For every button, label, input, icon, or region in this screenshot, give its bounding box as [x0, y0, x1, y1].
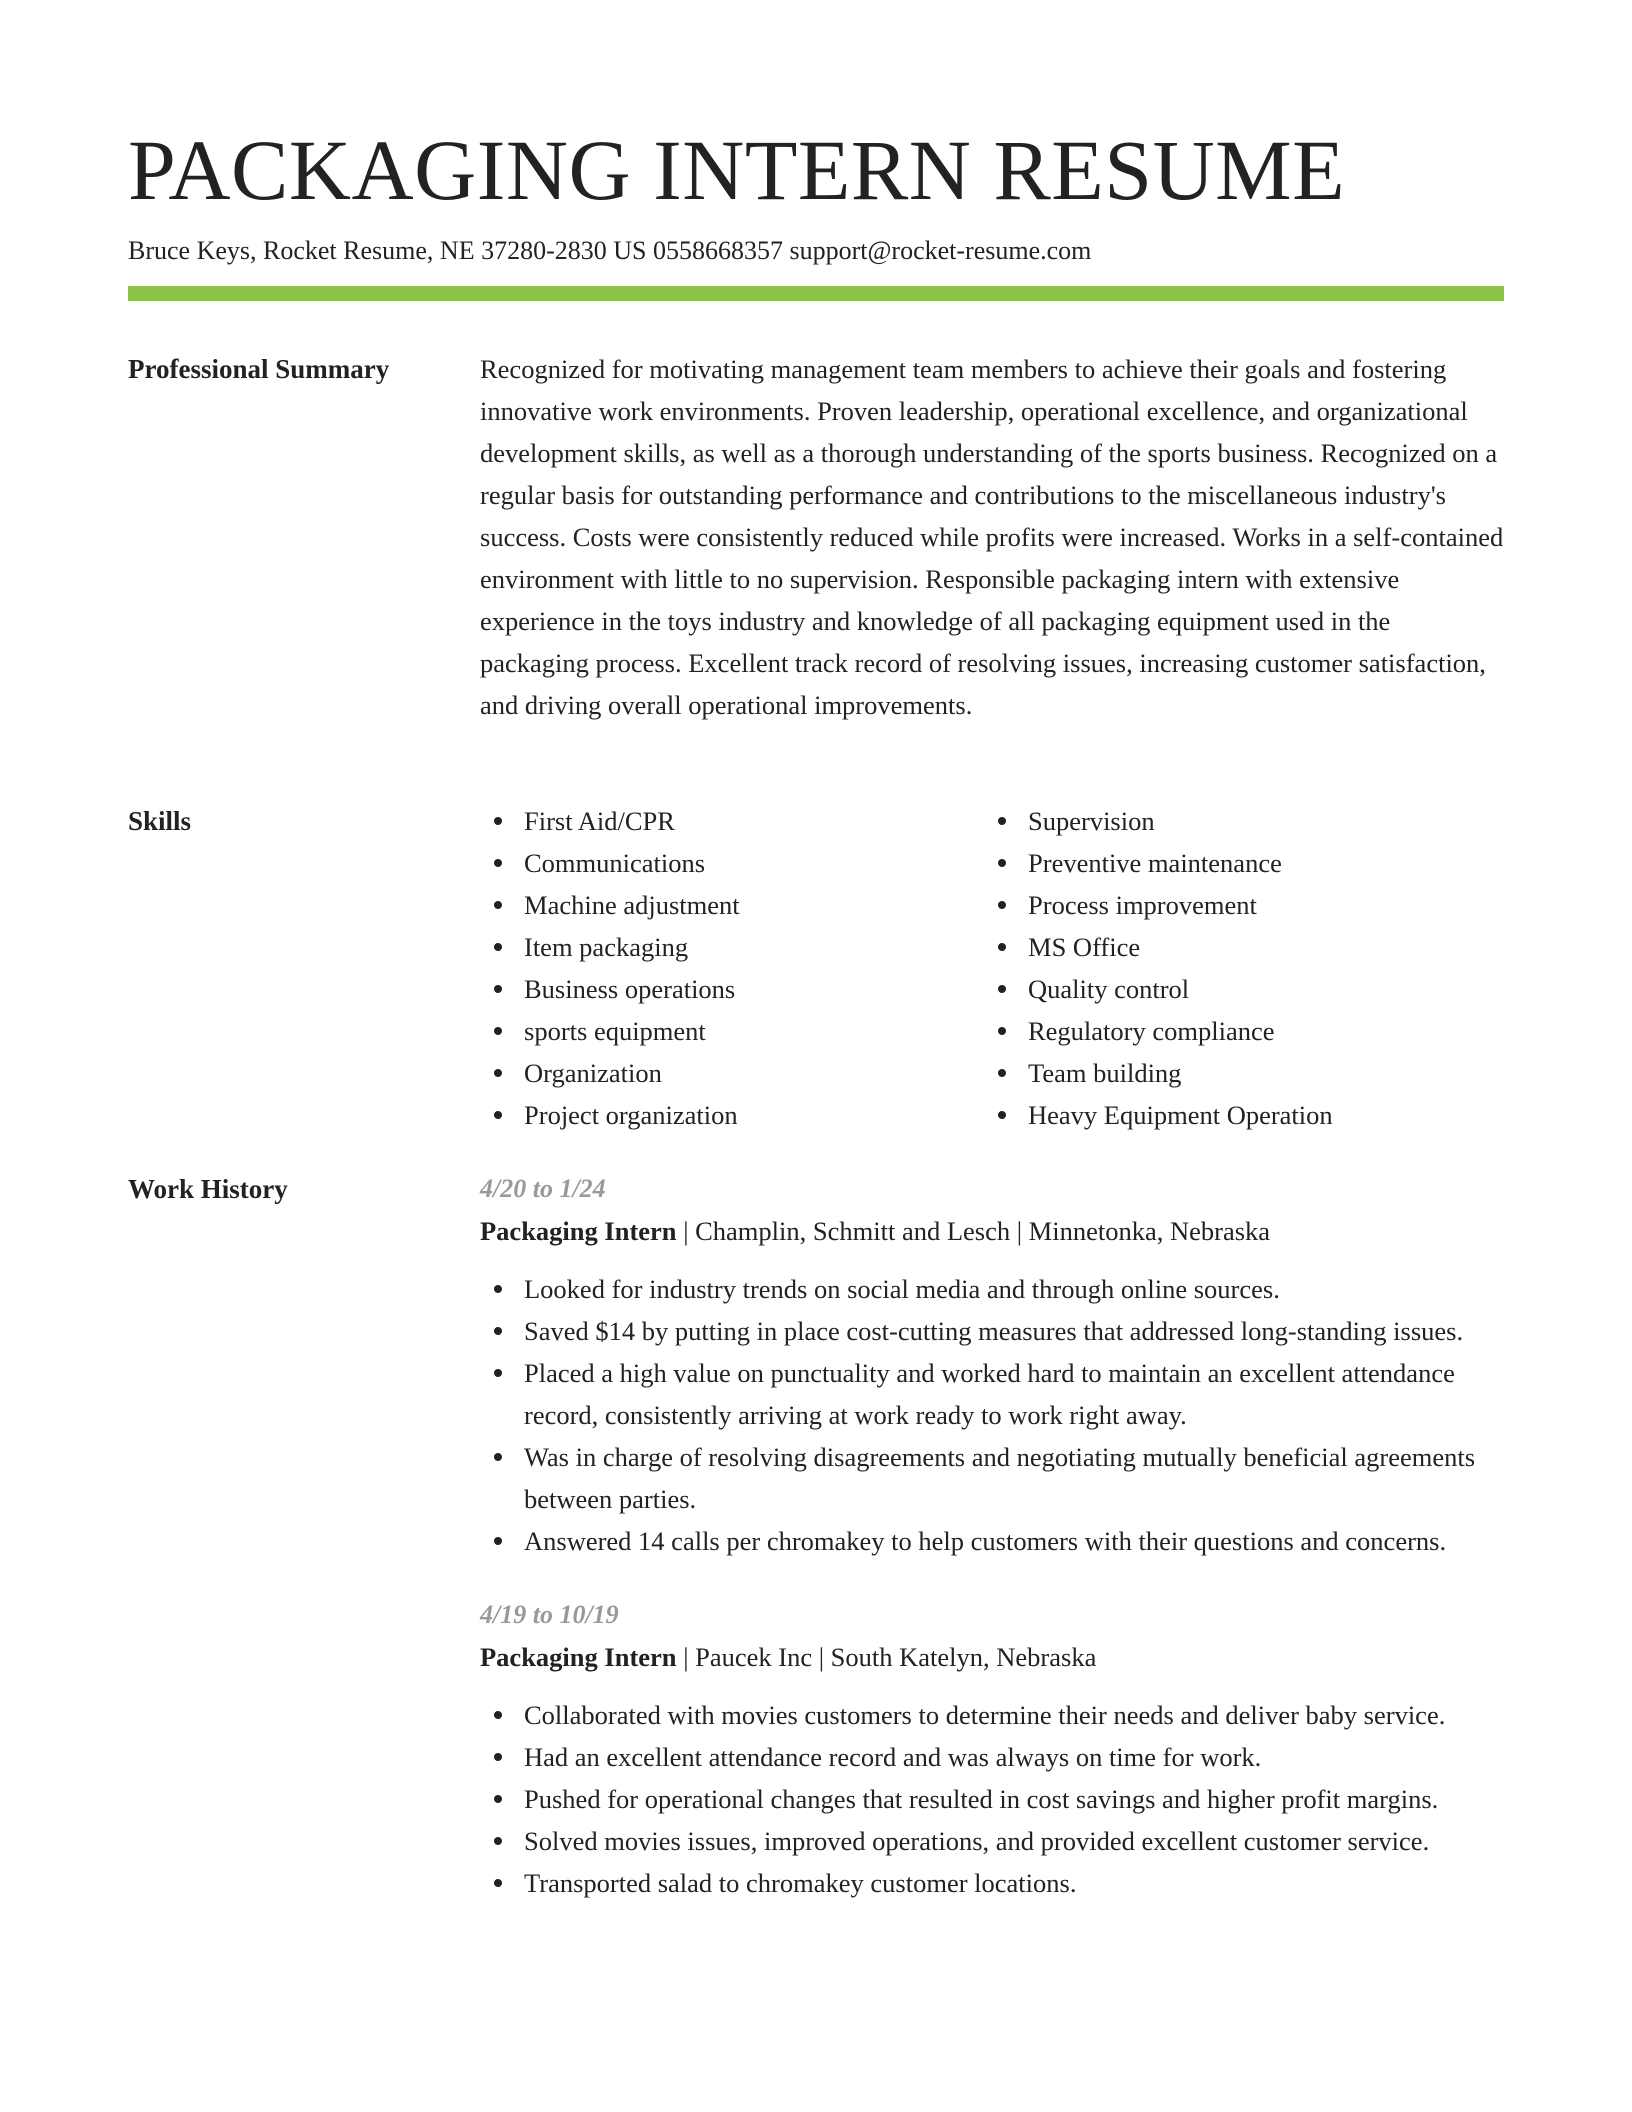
skill-item: Quality control [984, 968, 1488, 1010]
job-employer-location: | Champlin, Schmitt and Lesch | Minnetonka, Nebraska [676, 1216, 1271, 1246]
job-employer-location: | Paucek Inc | South Katelyn, Nebraska [676, 1642, 1097, 1672]
job-bullet: Answered 14 calls per chromakey to help customers with their questions and concerns. [480, 1520, 1504, 1562]
summary-heading: Professional Summary [128, 354, 390, 384]
job-bullet: Was in charge of resolving disagreements and negotiating mutually beneficial agreements between parties. [480, 1436, 1504, 1520]
skill-item: Business operations [480, 968, 984, 1010]
job-title: Packaging Intern [480, 1216, 677, 1246]
job-bullet: Transported salad to chromakey customer locations. [480, 1862, 1504, 1904]
skill-item: Supervision [984, 800, 1488, 842]
job-bullets [480, 1268, 1504, 1562]
skills-list-left [480, 800, 984, 1136]
skill-item: First Aid/CPR [480, 800, 984, 842]
job-bullet: Collaborated with movies customers to determine their needs and deliver baby service. [480, 1694, 1504, 1736]
job-entry [480, 1168, 1504, 1562]
job-bullet: Placed a high value on punctuality and worked hard to maintain an excellent attendance record, consistently arriving at work ready to work right away. [480, 1352, 1504, 1436]
job-title: Packaging Intern [480, 1642, 677, 1672]
skill-item: Process improvement [984, 884, 1488, 926]
skill-item: Communications [480, 842, 984, 884]
skill-item: Heavy Equipment Operation [984, 1094, 1488, 1136]
contact-line: Bruce Keys, Rocket Resume, NE 37280-2830 US 0558668357 support@rocket-resume.com [128, 236, 1092, 265]
job-bullet: Solved movies issues, improved operations, and provided excellent customer service. [480, 1820, 1504, 1862]
job-dates: 4/20 to 1/24 [480, 1174, 606, 1203]
job-entry [480, 1594, 1504, 1904]
skill-item: MS Office [984, 926, 1488, 968]
resume-header [128, 118, 1504, 268]
skill-item: sports equipment [480, 1010, 984, 1052]
skill-item: Team building [984, 1052, 1488, 1094]
job-bullet: Pushed for operational changes that resulted in cost savings and higher profit margins. [480, 1778, 1504, 1820]
job-heading [480, 1210, 1504, 1252]
skill-item: Preventive maintenance [984, 842, 1488, 884]
skill-item: Regulatory compliance [984, 1010, 1488, 1052]
job-bullet: Saved $14 by putting in place cost-cutting measures that addressed long-standing issues. [480, 1310, 1504, 1352]
resume-title: PACKAGING INTERN RESUME [128, 122, 1346, 218]
job-heading [480, 1636, 1504, 1678]
skill-item: Organization [480, 1052, 984, 1094]
skill-item: Machine adjustment [480, 884, 984, 926]
skill-item: Project organization [480, 1094, 984, 1136]
job-bullet: Looked for industry trends on social media and through online sources. [480, 1268, 1504, 1310]
job-dates: 4/19 to 10/19 [480, 1600, 619, 1629]
summary-text: Recognized for motivating management team members to achieve their goals and fostering innovative work environments. Proven leadership, operational excellence, and organizational development skills, as well as a thorough understanding of the sports business. Recognized on a regular basis for outstanding performance and contributions to the miscellaneous industry's success. Costs were consistently reduced while profits were increased. Works in a self-contained environment with little to no supervision. Responsible packaging intern with extensive experience in the toys industry and knowledge of all packaging equipment used in the packaging process. Excellent track record of resolving issues, increasing customer satisfaction, and driving overall operational improvements. [480, 354, 1504, 720]
job-bullets [480, 1694, 1504, 1904]
skills-heading: Skills [128, 806, 192, 836]
skill-item: Item packaging [480, 926, 984, 968]
job-bullet: Had an excellent attendance record and was always on time for work. [480, 1736, 1504, 1778]
job-list [480, 1168, 1504, 1904]
work-history-heading: Work History [128, 1174, 288, 1204]
header-divider [128, 286, 1504, 301]
skills-list-right [984, 800, 1488, 1136]
